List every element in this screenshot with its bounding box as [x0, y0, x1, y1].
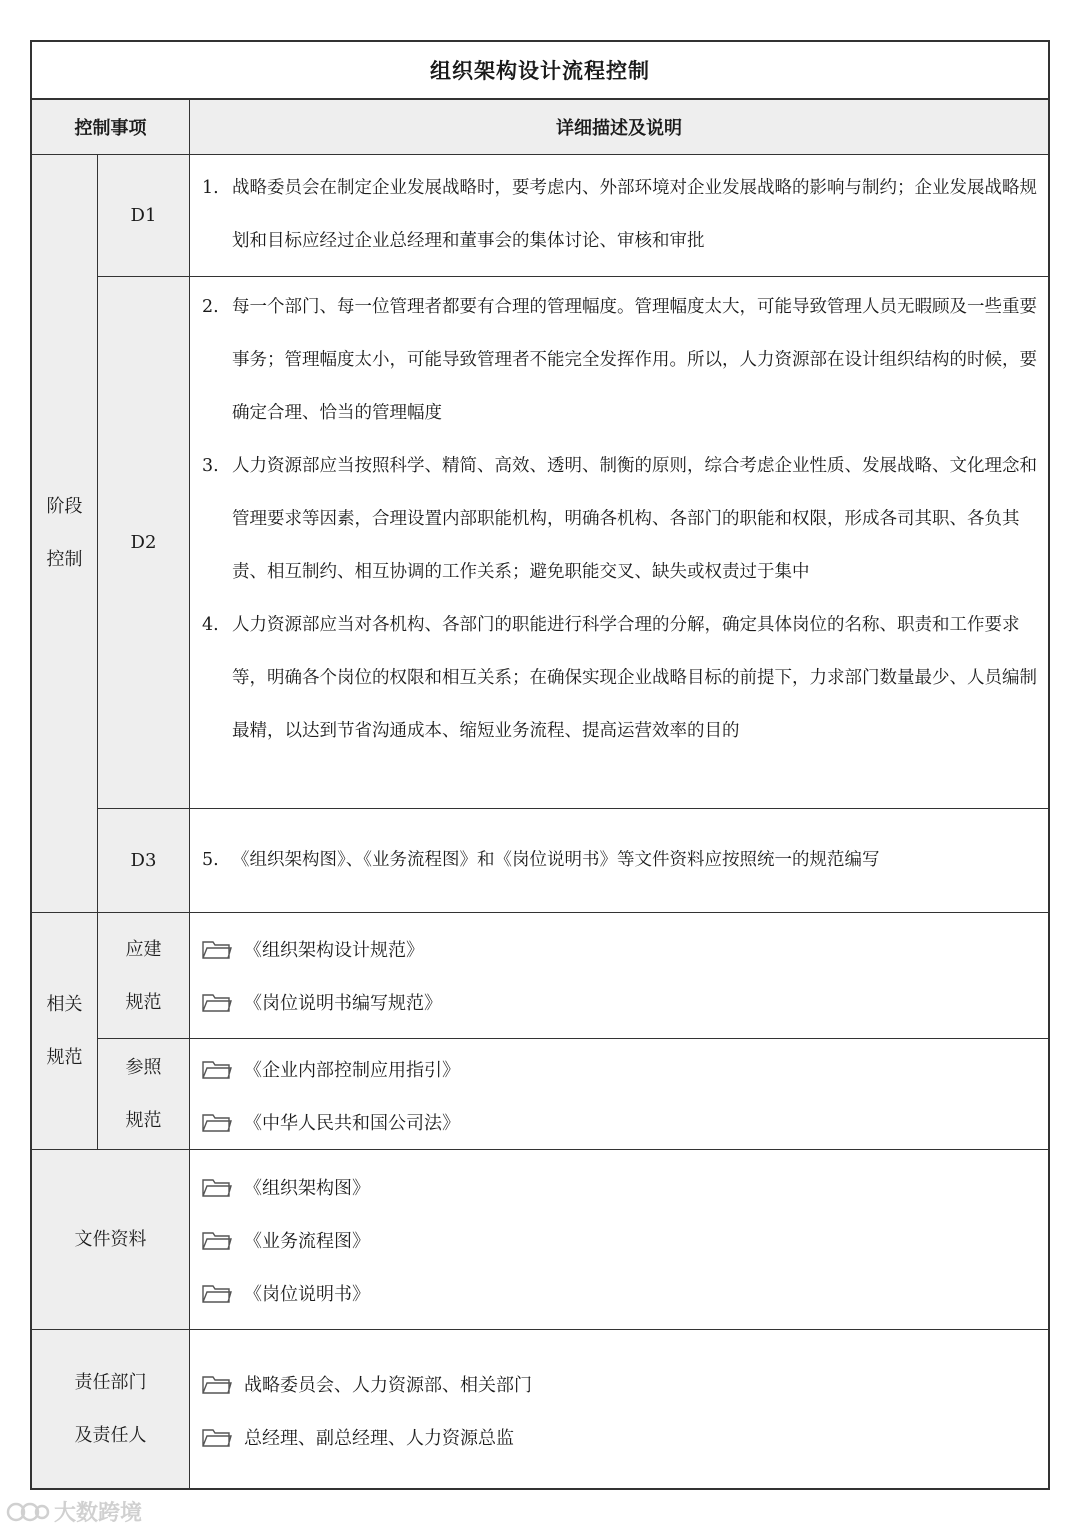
item-text: 《岗位说明书编写规范》: [244, 992, 442, 1014]
documents-list: [202, 1160, 1042, 1319]
list-item: [202, 162, 1042, 268]
divider: [32, 98, 1048, 100]
folder-icon: [202, 1177, 232, 1197]
responsibility-label: [32, 1330, 189, 1488]
list-item: [202, 599, 1042, 758]
item-text: 人力资源部应当对各机构、各部门的职能进行科学合理的分解，确定具体岗位的名称、职责和工作要求等，明确各个岗位的权限和相互关系；在确保实现企业战略目标的前提下，力求部门数量最少、人员编制最精，以达到节省沟通成本、缩短业务流程、提高运营效率的目的: [232, 615, 1037, 741]
folder-icon: [202, 1059, 232, 1079]
list-item: [202, 1042, 1042, 1095]
divider: [189, 98, 190, 1488]
related-label-line2: 规范: [46, 1047, 83, 1068]
list-item: [202, 440, 1042, 599]
stage-control-label: [32, 154, 97, 912]
divider: [32, 154, 1048, 155]
stage-label-line2: 控制: [46, 549, 83, 570]
to-build-list: [202, 922, 1042, 1028]
folder-icon: [202, 1374, 232, 1394]
divider: [32, 1329, 1048, 1330]
d3-label: D3: [98, 809, 189, 912]
to-build-norms-label: [98, 913, 189, 1038]
list-item: [202, 922, 1042, 975]
control-table: [30, 40, 1050, 1490]
item-text: 人力资源部应当按照科学、精简、高效、透明、制衡的原则，综合考虑企业性质、发展战略、文化理念和管理要求等因素，合理设置内部职能机构，明确各机构、各部门的职能和权限，形成各司其职、各负其责、相互制约、相互协调的工作关系；避免职能交叉、缺失或权责过于集中: [232, 456, 1037, 582]
item-text: 战略委员会、人力资源部、相关部门: [244, 1374, 532, 1396]
item-number: 1.: [202, 178, 219, 198]
list-item: [202, 1160, 1042, 1213]
stage-label-line1: 阶段: [46, 496, 83, 517]
item-text: 《组织架构图》、《业务流程图》和《岗位说明书》等文件资料应按照统一的规范编写: [232, 850, 880, 870]
divider: [97, 808, 1048, 809]
folder-icon: [202, 992, 232, 1012]
reference-list: [202, 1042, 1042, 1148]
item-number: 4.: [202, 615, 219, 635]
watermark-logo-icon: [6, 1499, 50, 1525]
watermark-text: 大数跨境: [54, 1501, 143, 1526]
d1-content: [202, 162, 1042, 268]
list-item: [202, 1095, 1042, 1148]
related-label-line1: 相关: [46, 994, 83, 1015]
d2-content: [202, 281, 1042, 758]
item-text: 《中华人民共和国公司法》: [244, 1112, 460, 1134]
list-item: [202, 834, 1042, 887]
item-text: 《企业内部控制应用指引》: [244, 1059, 460, 1081]
list-item: [202, 975, 1042, 1028]
reference-norms-label: [98, 1039, 189, 1149]
divider: [97, 154, 98, 1149]
item-text: 总经理、副总经理、人力资源总监: [244, 1427, 514, 1449]
to-build-line1: 应建: [125, 938, 162, 960]
folder-icon: [202, 1283, 232, 1303]
item-number: 2.: [202, 297, 219, 317]
page-title: 组织架构设计流程控制: [430, 58, 650, 83]
to-build-line2: 规范: [125, 991, 162, 1013]
header-control-items: 控制事项: [32, 100, 189, 154]
list-item: [202, 281, 1042, 440]
d1-label: D1: [98, 154, 189, 276]
divider: [32, 912, 1048, 913]
folder-icon: [202, 1112, 232, 1132]
item-text: 《岗位说明书》: [244, 1283, 370, 1305]
list-item: [202, 1357, 1042, 1410]
divider: [97, 1038, 1048, 1039]
item-text: 战略委员会在制定企业发展战略时，要考虑内、外部环境对企业发展战略的影响与制约；企业发展战略规划和目标应经过企业总经理和董事会的集体讨论、审核和审批: [232, 178, 1037, 251]
related-norms-label: [32, 913, 97, 1149]
folder-icon: [202, 1230, 232, 1250]
item-text: 《组织架构图》: [244, 1177, 370, 1199]
folder-icon: [202, 1427, 232, 1447]
header-description: 详细描述及说明: [190, 100, 1048, 154]
folder-icon: [202, 939, 232, 959]
reference-line2: 规范: [125, 1110, 162, 1131]
item-text: 《业务流程图》: [244, 1230, 370, 1252]
item-number: 5.: [202, 850, 219, 870]
divider: [97, 276, 1048, 277]
watermark: [6, 1496, 142, 1527]
item-text: 《组织架构设计规范》: [244, 939, 424, 961]
reference-line1: 参照: [125, 1057, 162, 1078]
divider: [32, 1149, 1048, 1150]
list-item: [202, 1213, 1042, 1266]
d3-content: [202, 834, 1042, 887]
documents-label: 文件资料: [32, 1150, 189, 1329]
responsibility-list: [202, 1357, 1042, 1463]
item-text: 每一个部门、每一位管理者都要有合理的管理幅度。管理幅度太大，可能导致管理人员无暇顾及一些重要事务；管理幅度太小，可能导致管理者不能完全发挥作用。所以，人力资源部在设计组织结构的时候，要确定合理、恰当的管理幅度: [232, 297, 1037, 423]
item-number: 3.: [202, 456, 219, 476]
list-item: [202, 1410, 1042, 1463]
list-item: [202, 1266, 1042, 1319]
d2-label: D2: [98, 277, 189, 808]
responsibility-line2: 及责任人: [74, 1425, 147, 1446]
responsibility-line1: 责任部门: [74, 1372, 147, 1393]
